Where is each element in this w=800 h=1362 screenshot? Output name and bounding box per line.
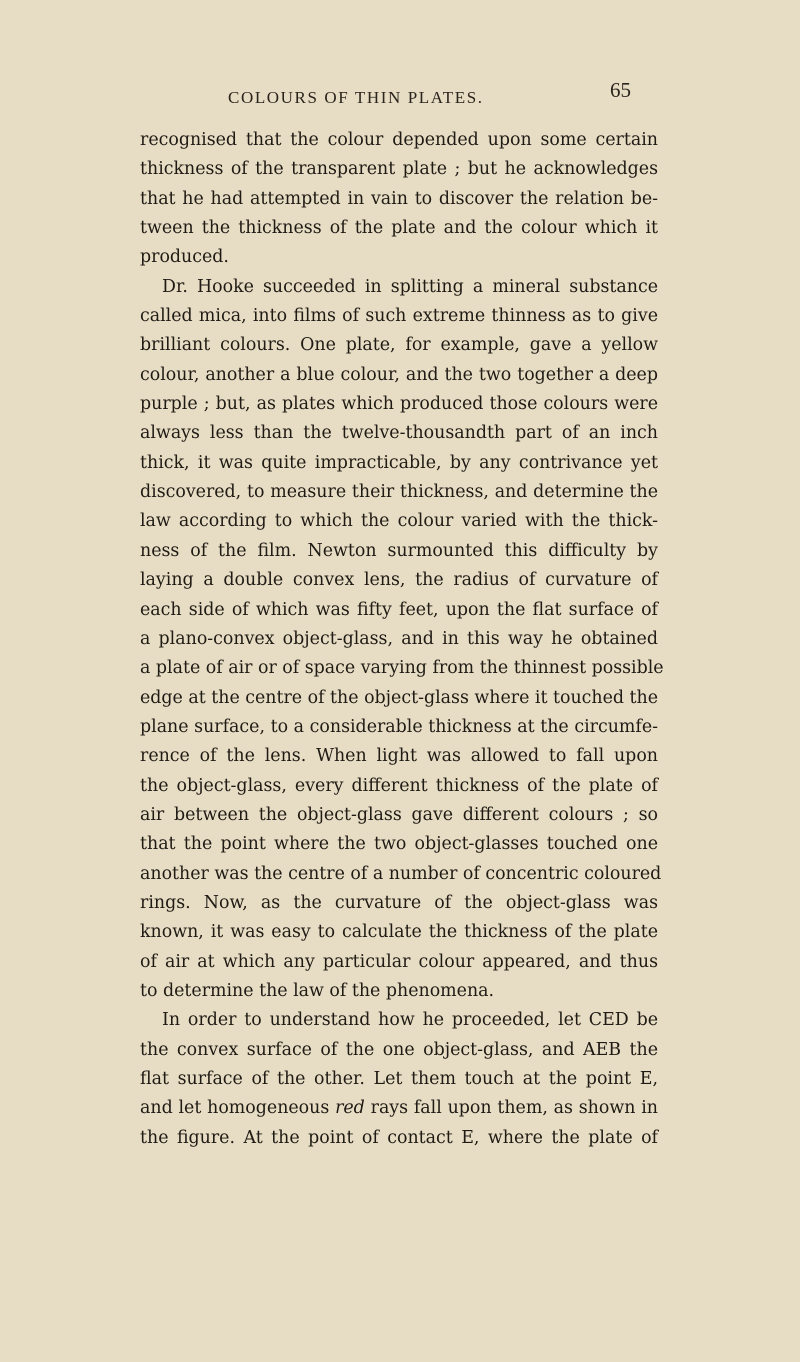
text-line: to determine the law of the phenomena. xyxy=(140,980,495,1001)
text-line: In order to understand how he proceeded, let CED be xyxy=(162,1010,658,1031)
text-line: plane surface, to a considerable thickness at the circumfe- xyxy=(140,716,658,737)
text-line: thickness of the transparent plate ; but he acknowledges xyxy=(140,159,658,180)
text-segment: rays fall upon them, as shown in xyxy=(370,1098,658,1119)
text-line: air between the object-glass gave different colours ; so xyxy=(140,804,658,825)
text-line: another was the centre of a number of concentric coloured xyxy=(140,863,662,884)
text-line: thick, it was quite impracticable, by any contrivance yet xyxy=(140,452,658,473)
text-line: Dr. Hooke succeeded in splitting a mineral substance xyxy=(162,276,658,297)
text-line: brilliant colours. One plate, for example, gave a yellow xyxy=(140,335,658,356)
text-line: rings. Now, as the curvature of the object-glass was xyxy=(140,892,658,913)
text-line: known, it was easy to calculate the thickness of the plate xyxy=(140,922,658,943)
text-line: ness of the film. Newton surmounted this difficulty by xyxy=(140,540,658,561)
text-line: the object-glass, every different thickness of the plate of xyxy=(140,775,658,796)
text-line: laying a double convex lens, the radius of curvature of xyxy=(140,570,658,591)
text-line: law according to which the colour varied with the thick- xyxy=(140,511,658,532)
text-line: tween the thickness of the plate and the colour which it xyxy=(140,218,658,239)
text-line: the figure. At the point of contact E, where the plate of xyxy=(140,1127,658,1148)
body-text xyxy=(140,126,664,1153)
text-line: discovered, to measure their thickness, and determine the xyxy=(140,482,658,503)
text-line: of air at which any particular colour appeared, and thus xyxy=(140,951,658,972)
text-line: that the point where the two object-glasses touched one xyxy=(140,834,658,855)
text-line: the convex surface of the one object-glass, and AEB the xyxy=(140,1039,658,1060)
text-segment: and let homogeneous xyxy=(140,1098,330,1119)
text-line: that he had attempted in vain to discover the relation be- xyxy=(140,188,658,209)
text-line: a plate of air or of space varying from the thinnest possible xyxy=(140,658,664,679)
running-head: COLOURS OF THIN PLATES. xyxy=(228,88,484,107)
text-line: edge at the centre of the object-glass where it touched the xyxy=(140,687,659,708)
text-line: flat surface of the other. Let them touch at the point E, xyxy=(140,1069,658,1089)
text-line: each side of which was fifty feet, upon the flat surface of xyxy=(140,599,658,620)
text-line: produced. xyxy=(140,247,229,268)
text-line: purple ; but, as plates which produced those colours were xyxy=(140,394,658,415)
text-line: called mica, into films of such extreme thinness as to give xyxy=(140,306,658,327)
text-line: recognised that the colour depended upon some certain xyxy=(140,130,658,150)
text-line: rence of the lens. When light was allowed to fall upon xyxy=(140,746,658,767)
text-line: a plano-convex object-glass, and in this way he obtained xyxy=(140,628,658,649)
text-line: colour, another a blue colour, and the two together a deep xyxy=(140,364,658,385)
page-number: 65 xyxy=(610,78,631,102)
text-line: always less than the twelve-thousandth part of an inch xyxy=(140,423,658,444)
text-line xyxy=(140,1094,658,1123)
italic-word: red xyxy=(335,1098,365,1119)
